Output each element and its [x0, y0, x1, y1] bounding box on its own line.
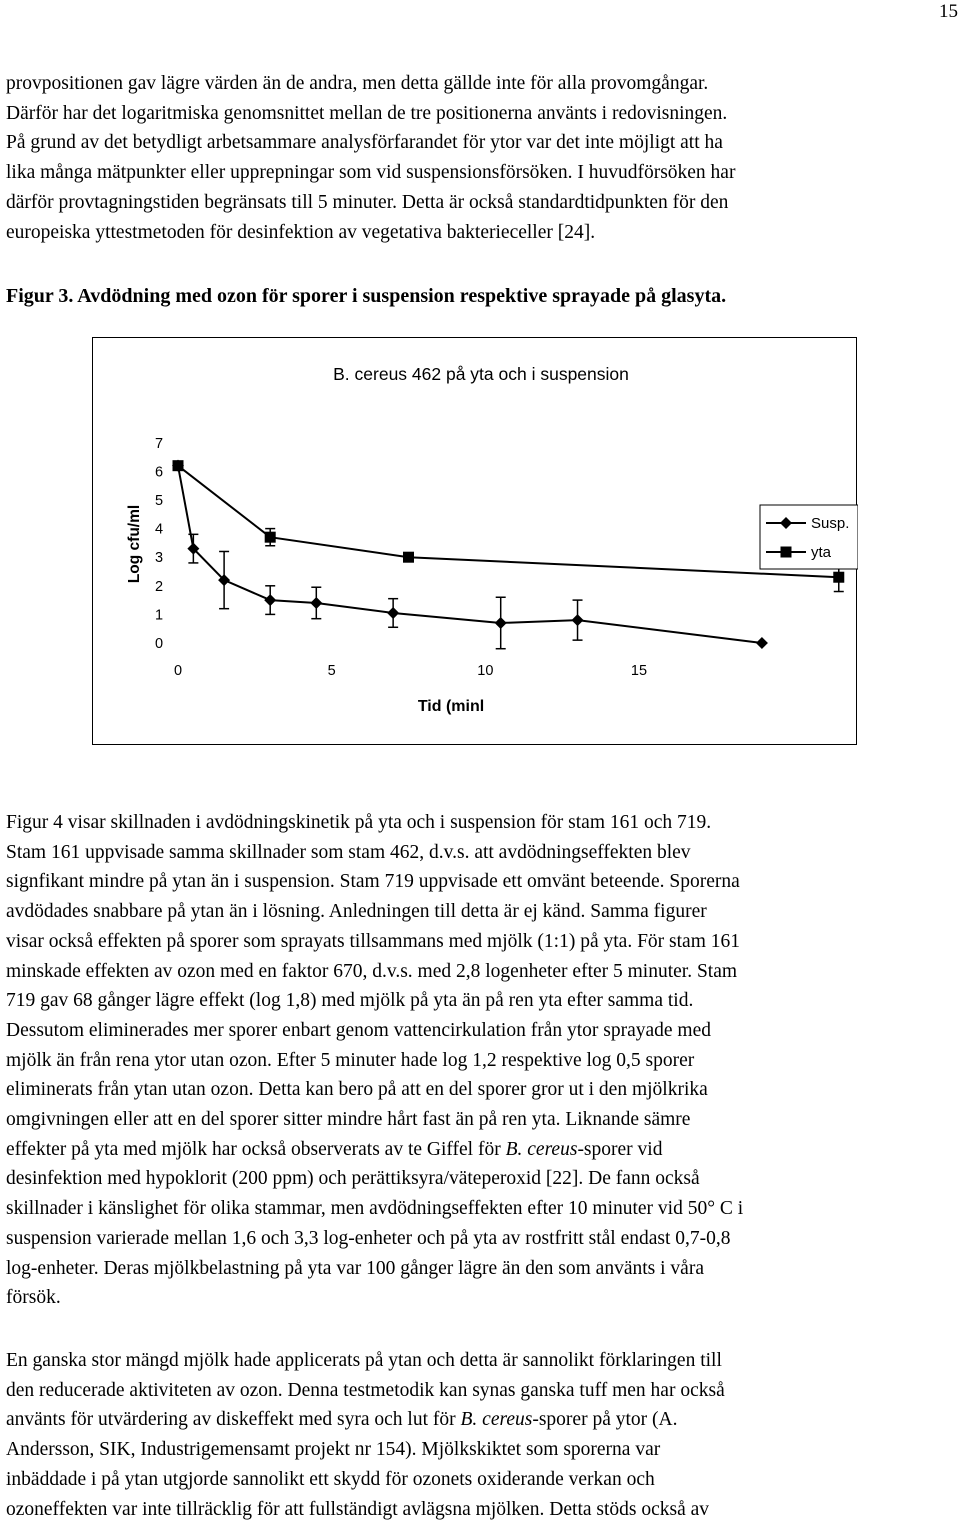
- page-number: 15: [939, 1, 958, 22]
- text-segment: -sporer vid: [577, 1138, 663, 1160]
- text-line: desinfektion med hypoklorit (200 ppm) och perättiksyra/väteperoxid [22]. De fann också: [6, 1168, 700, 1190]
- x-tick-label: 0: [173, 663, 183, 679]
- body-paragraph-1: [6, 808, 956, 1313]
- x-tick-labels: [174, 663, 647, 679]
- chart-frame: [92, 337, 857, 745]
- chart-x-axis-label: Tid (minl: [417, 698, 485, 715]
- diamond-marker: [264, 594, 276, 606]
- y-tick-label: 4: [154, 521, 164, 538]
- chart-y-axis-label: Log cfu/ml: [126, 504, 143, 584]
- text-line: avdödades snabbare på ytan än i lösning. Anledningen till detta är ej känd. Samma figurer: [6, 901, 707, 923]
- y-tick-label: 7: [154, 435, 164, 452]
- diamond-marker: [387, 607, 399, 619]
- y-tick-label: 3: [154, 550, 164, 567]
- series-line: [178, 466, 839, 578]
- species-name: B. cereus: [460, 1409, 533, 1431]
- text-line: Figur 4 visar skillnaden i avdödningskinetik på yta och i suspension för stam 161 och 719.: [6, 812, 712, 833]
- text-segment: effekter på yta med mjölk har också observerats av te Giffel för: [6, 1138, 506, 1160]
- y-tick-label: 0: [154, 636, 164, 652]
- text-line: Därför har det logaritmiska genomsnittet mellan de tre positionerna använts i redovisningen.: [6, 102, 728, 124]
- square-marker: [173, 460, 184, 471]
- text-line: eliminerats från ytan utan ozon. Detta kan bero på att en del sporer gror ut i den mjölkrika: [6, 1079, 708, 1101]
- text-line: inbäddade i på ytan utgjorde sannolikt ett skydd för ozonets oxiderande verkan och: [6, 1468, 655, 1490]
- species-name: B. cereus: [505, 1138, 578, 1160]
- square-marker: [265, 532, 276, 543]
- y-tick-label: 6: [154, 464, 164, 481]
- text-line: [6, 1405, 956, 1435]
- text-line: suspension varierade mellan 1,6 och 3,3 log-enheter och på yta av rostfritt stål endast 0,7-0,8: [6, 1227, 731, 1249]
- legend-label: yta: [811, 544, 832, 561]
- diamond-marker: [310, 597, 322, 609]
- square-marker: [403, 552, 414, 563]
- figure-caption: Figur 3. Avdödning med ozon för sporer i suspension respektive sprayade på glasyta.: [6, 285, 727, 307]
- plot-area: [172, 460, 844, 649]
- text-line: försök.: [6, 1287, 61, 1309]
- text-line: [6, 1135, 956, 1165]
- text-line: En ganska stor mängd mjölk hade applicerats på ytan och detta är sannolikt förklaringen till: [6, 1350, 722, 1371]
- x-tick-label: 5: [327, 663, 336, 679]
- x-tick-label: 10: [477, 663, 494, 679]
- chart: [93, 338, 858, 746]
- text-line: mjölk än från rena ytor utan ozon. Efter 5 minuter hade log 1,2 respektive log 0,5 sporer: [6, 1049, 695, 1071]
- y-tick-label: 5: [154, 493, 164, 509]
- text-line: log-enheter. Deras mjölkbelastning på yta var 100 gånger lägre än den som använts i våra: [6, 1257, 704, 1279]
- text-line: den reducerade aktiviteten av ozon. Denna testmetodik kan synas ganska tuff men har också: [6, 1379, 725, 1401]
- chart-title: B. cereus 462 på yta och i suspension: [333, 364, 629, 384]
- square-marker: [833, 572, 844, 583]
- text-line: därför provtagningstiden begränsats till 5 minuter. Detta är också standardtidpunkten för den: [6, 191, 729, 213]
- text-line: minskade effekten av ozon med en faktor 670, d.v.s. med 2,8 logenheter efter 5 minuter. Stam: [6, 960, 738, 982]
- text-line: ozoneffekten var inte tillräcklig för att fullständigt avlägsna mjölken. Detta stöds också av: [6, 1498, 710, 1520]
- text-line: Andersson, SIK, Industrigemensamt projekt nr 154). Mjölkskiktet som sporerna var: [6, 1439, 661, 1461]
- text-line: visar också effekten på sporer som sprayats tillsammans med mjölk (1:1) på yta. För stam 161: [6, 930, 740, 952]
- text-segment: -sporer på ytor (A.: [532, 1409, 678, 1431]
- text-segment: använts för utvärdering av diskeffekt med syra och lut för: [6, 1409, 461, 1431]
- series-susp-: [172, 460, 768, 649]
- y-tick-labels: [155, 436, 163, 652]
- diamond-marker: [756, 637, 768, 649]
- series-yta: [173, 460, 845, 591]
- chart-legend: [760, 505, 858, 569]
- legend-label: Susp.: [811, 515, 850, 532]
- text-line: signfikant mindre på ytan än i suspension. Stam 719 uppvisade ett omvänt beteende. Sporerna: [6, 871, 740, 893]
- text-line: europeiska yttestmetoden för desinfektion av vegetativa bakterieceller [24].: [6, 221, 596, 243]
- text-line: Stam 161 uppvisade samma skillnader som stam 462, d.v.s. att avdödningseffekten blev: [6, 841, 691, 863]
- diamond-marker: [572, 614, 584, 626]
- text-line: provpositionen gav lägre värden än de andra, men detta gällde inte för alla provomgångar.: [6, 73, 709, 94]
- text-line: omgivningen eller att en del sporer sitter mindre hårt fast än på ren yta. Liknande sämre: [6, 1109, 691, 1131]
- text-line: lika många mätpunkter eller upprepningar som vid suspensionsförsöken. I huvudförsöken har: [6, 162, 736, 184]
- diamond-marker: [495, 617, 507, 629]
- text-line: På grund av det betydligt arbetsammare analysförfarandet för ytor var det inte möjligt att ha: [6, 132, 723, 154]
- square-marker: [781, 547, 792, 558]
- body-paragraph-2: [6, 1346, 956, 1524]
- x-tick-label: 15: [630, 663, 648, 679]
- y-tick-label: 1: [154, 607, 164, 624]
- text-line: 719 gav 68 gånger lägre effekt (log 1,8) med mjölk på yta än på ren yta efter samma tid.: [6, 990, 694, 1012]
- y-tick-label: 2: [154, 578, 164, 595]
- series-line: [178, 466, 762, 643]
- text-line: skillnader i känslighet för olika stammar, men avdödningseffekten efter 10 minuter vid 50° C i: [6, 1198, 744, 1220]
- text-line: Dessutom eliminerades mer sporer enbart genom vattencirkulation från ytor sprayade med: [6, 1019, 712, 1041]
- top-paragraph: [6, 69, 956, 247]
